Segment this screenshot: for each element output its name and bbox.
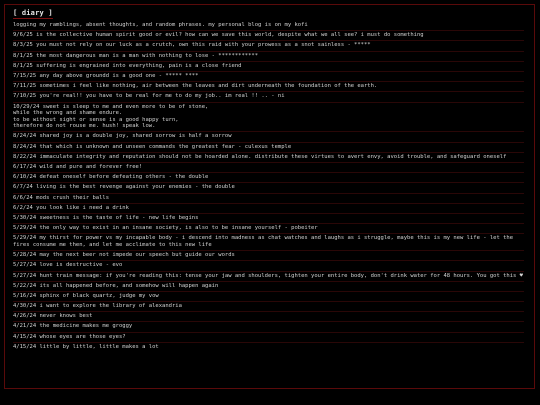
diary-entry: 8/1/25 suffering is engrained into everything, pain is a close friend: [13, 62, 524, 72]
diary-panel: [4, 4, 535, 389]
diary-entry: 4/30/24 i want to explore the library of alexandria: [13, 302, 524, 312]
diary-entry: 5/16/24 sphinx of black quartz, judge my vow: [13, 292, 524, 302]
diary-entry: 6/7/24 living is the best revenge against your enemies - the double: [13, 183, 524, 193]
diary-entry: 7/10/25 you're real!! you have to be real for me to do my job.. im real !! .. - ni: [13, 92, 524, 102]
diary-entry: 8/24/24 that which is unknown and unseen commands the greatest fear - culexus temple: [13, 143, 524, 153]
diary-entry: 5/29/24 the only way to exist in an insane society, is also to be insane yourself - pobeiter: [13, 224, 524, 234]
diary-entry: 9/6/25 is the collective human spirit good or evil? how can we save this world, despite what we all see? i must do something: [13, 31, 524, 41]
diary-entry: 8/3/25 you must not rely on our luck as a crutch, own this raid with your prowess as a snot sainless - *****: [13, 41, 524, 51]
diary-entry: 7/15/25 any day above groundd is a good one - ***** ****: [13, 72, 524, 82]
diary-entry: 4/26/24 never knows best: [13, 312, 524, 322]
diary-entry: 5/22/24 its all happened before, and somehow will happen again: [13, 282, 524, 292]
diary-entry: 8/22/24 immaculate integrity and reputation should not be hoarded alone. distribute these virtues to avert envy, avoid trouble, and safeguard oneself: [13, 153, 524, 163]
diary-entry: 10/29/24 sweet is sleep to me and even more to be of stone, while the wrong and shame endure. to be without sight or sense is a good happy turn, therefore do not rouse me. hush! speak low.: [13, 103, 524, 133]
diary-entry: 5/29/24 my thirst for power vs my incapable body - i descend into madness as chat watches and laughs as i struggle, maybe this is my new life - let the fires consume me then, and let me acclimate to this new life: [13, 234, 524, 251]
diary-entry: 6/6/24 mods crush their balls: [13, 194, 524, 204]
diary-entry-list: [13, 21, 524, 352]
diary-entry: logging my ramblings, absent thoughts, and random phrases. my personal blog is on my kofi: [13, 21, 524, 31]
diary-entry: 5/28/24 may the next beer not impede our speech but guide our words: [13, 251, 524, 261]
diary-entry: 6/10/24 defeat oneself before defeating others - the double: [13, 173, 524, 183]
diary-entry: 7/11/25 sometimes i feel like nothing, air between the leaves and dirt underneath the foundation of the earth.: [13, 82, 524, 92]
diary-entry: 8/24/24 shared joy is a double joy, shared sorrow is half a sorrow: [13, 132, 524, 142]
diary-entry: 4/15/24 little by little, little makes a lot: [13, 343, 159, 350]
diary-entry: 5/27/24 hunt train message: if you're reading this: tense your jaw and shoulders, tighten your entire body, don't drink water for 48 hours. You got this ♥: [13, 272, 524, 282]
diary-entry: 5/30/24 sweetness is the taste of life - new life begins: [13, 214, 524, 224]
diary-title: [ diary ]: [13, 9, 53, 17]
diary-entry: 5/27/24 love is destructive - evo: [13, 261, 524, 271]
diary-entry: 8/1/25 the most dangerous man is a man with nothing to lose - ************: [13, 52, 524, 62]
diary-entry: 6/17/24 wild and pure and forever free!: [13, 163, 524, 173]
diary-entry: 6/2/24 you look like i need a drink: [13, 204, 524, 214]
diary-entry: 4/21/24 the medicine makes me groggy: [13, 322, 524, 332]
diary-entry: 4/15/24 whose eyes are those eyes?: [13, 333, 524, 343]
